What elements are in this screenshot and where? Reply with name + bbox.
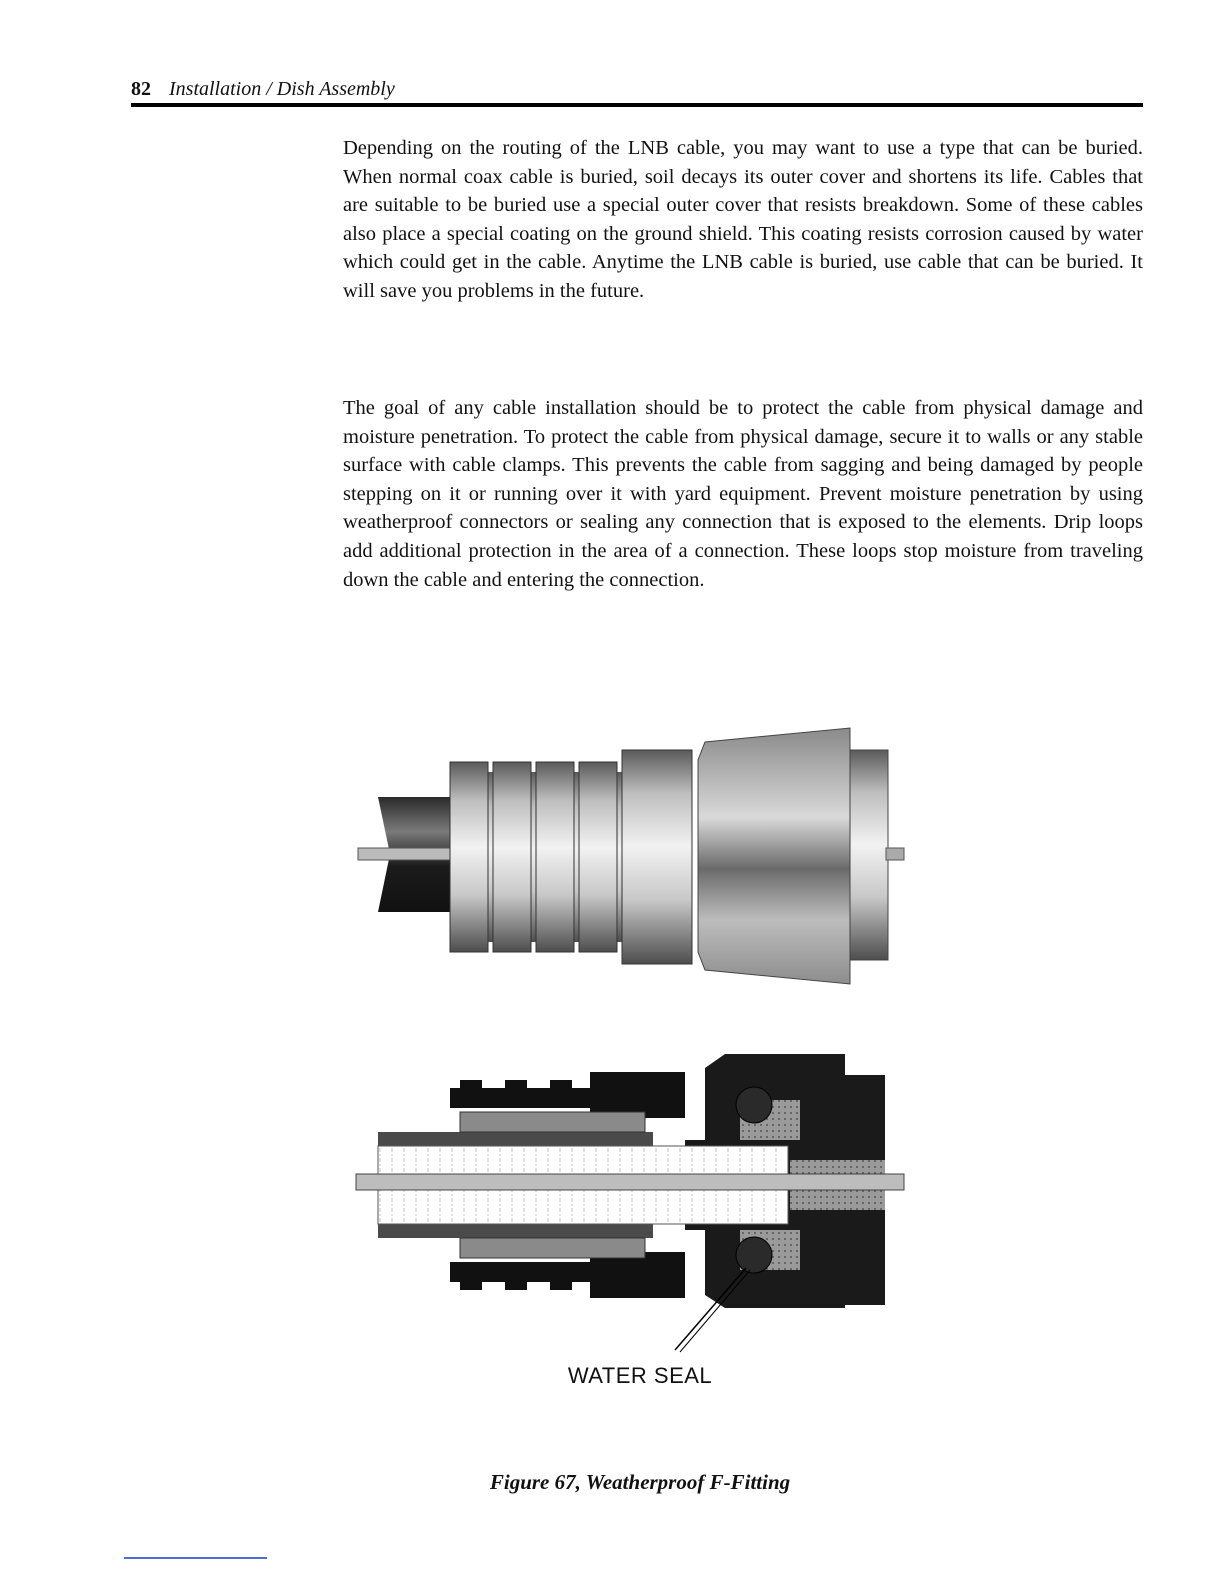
page-header: [131, 78, 1143, 104]
crimp-ribs: [450, 750, 692, 964]
paragraph-cable-protection: The goal of any cable installation should be to protect the cable from physical damage and moisture penetration. To protect the cable from physical damage, secure it to walls or any stable surface with cable clamps. This prevents the cable from sagging and being damaged by people stepping on it or running over it with yard equipment. Prevent moisture penetration by using weatherproof connectors or sealing any connection that is exposed to the elements. Drip loops add additional protection in the area of a connection. These loops stop moisture from traveling down the cable and entering the connection.: [343, 397, 1143, 591]
f-fitting-cross-section-illustration: [350, 1050, 910, 1360]
header-rule: [131, 103, 1143, 107]
water-seal-bottom: [736, 1237, 772, 1273]
f-fitting-exterior-illustration: [350, 722, 910, 987]
water-seal-top: [736, 1087, 772, 1123]
footer-rule: [124, 1557, 267, 1559]
water-seal-label: WATER SEAL: [567, 1363, 713, 1388]
paragraph-buried-cable: Depending on the routing of the LNB cable, you may want to use a type that can be buried. When normal coax cable is buried, soil decays its outer cover and shortens its life. Cables that are suitable to be buried use a special outer cover that resists breakdown. Some of these cables also place a special coating on the ground shield. This coating resists corrosion caused by water which could get in the cable. Anytime the LNB cable is buried, use cable that can be buried. It will save you problems in the future.: [343, 137, 1143, 302]
section-title: Installation / Dish Assembly: [169, 78, 395, 100]
figure-caption: Figure 67, Weatherproof F-Fitting: [489, 1470, 791, 1494]
page-number: 82: [131, 78, 151, 100]
